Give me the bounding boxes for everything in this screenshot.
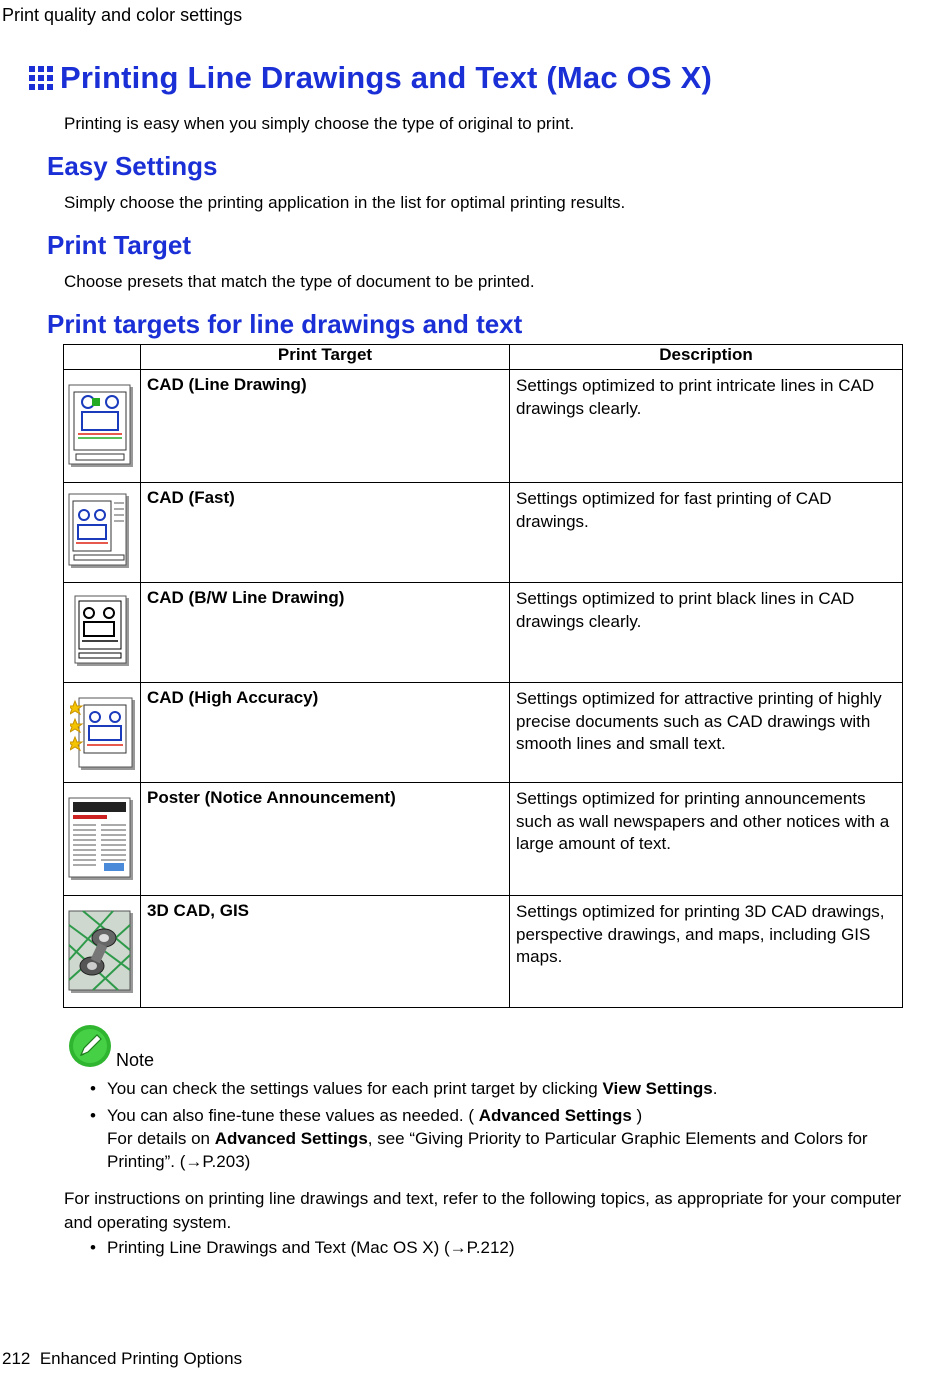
table-row xyxy=(64,483,903,583)
table-row xyxy=(64,370,903,483)
note-label: Note xyxy=(116,1050,155,1070)
cad-bw-line-drawing-thumbnail-icon xyxy=(74,595,130,667)
table-row xyxy=(64,783,903,896)
print-target-name: CAD (Line Drawing) xyxy=(141,370,510,483)
footer-section: Enhanced Printing Options xyxy=(39,1349,243,1368)
table-row xyxy=(64,896,903,1008)
page-title-row xyxy=(28,60,712,96)
topic-list xyxy=(90,1238,515,1258)
page-footer xyxy=(2,1349,242,1369)
instructions-text: For instructions on printing line drawings and text, refer to the following topics, as appropriate for your computer and operating system. xyxy=(64,1189,902,1232)
print-target-name: CAD (Fast) xyxy=(141,483,510,583)
print-targets-table xyxy=(63,344,903,1008)
print-target-description: Settings optimized for printing 3D CAD drawings, perspective drawings, and maps, including GIS maps. xyxy=(510,896,903,1008)
reference-link-text: , see “Giving Priority to Particular Graphic Elements and Colors for Printing”. (→P.203) xyxy=(107,1129,868,1171)
targets-table-heading: Print targets for line drawings and text xyxy=(47,309,523,339)
note-pencil-icon xyxy=(68,1024,112,1068)
print-target-description: Settings optimized for fast printing of CAD drawings. xyxy=(510,483,903,583)
grid-bullet-icon xyxy=(28,65,55,92)
page-title: Printing Line Drawings and Text (Mac OS X) xyxy=(60,60,713,95)
cad-fast-thumbnail-icon xyxy=(68,493,130,569)
thumbnail-column-header xyxy=(64,345,141,370)
easy-settings-heading: Easy Settings xyxy=(47,151,218,181)
list-item: • You can also fine-tune these values as needed. ( Advanced Settings ) For details on Advanced Settings, see “Giving Priority to Particular Graphic Elements and Colors for Printing”. (→P.203) xyxy=(90,1104,910,1173)
print-target-column-header: Print Target xyxy=(141,345,510,370)
print-target-description: Settings optimized to print intricate lines in CAD drawings clearly. xyxy=(510,370,903,483)
table-row xyxy=(64,683,903,783)
advanced-settings-term: Advanced Settings xyxy=(214,1129,368,1148)
easy-settings-text: Simply choose the printing application in the list for optimal printing results. xyxy=(64,193,626,212)
topic-link[interactable]: • Printing Line Drawings and Text (Mac OS X) (→P.212) xyxy=(90,1238,515,1258)
print-target-text: Choose presets that match the type of document to be printed. xyxy=(64,272,535,291)
advanced-settings-term: Advanced Settings xyxy=(478,1106,632,1125)
view-settings-term: View Settings xyxy=(602,1079,713,1098)
cad-line-drawing-thumbnail-icon xyxy=(68,384,134,468)
print-target-name: Poster (Notice Announcement) xyxy=(141,783,510,896)
page-number: 212 xyxy=(2,1349,31,1368)
description-column-header: Description xyxy=(510,345,903,370)
print-target-name: CAD (B/W Line Drawing) xyxy=(141,583,510,683)
table-header-row xyxy=(64,345,903,370)
running-header: Print quality and color settings xyxy=(2,5,243,25)
list-item: • You can check the settings values for each print target by clicking View Settings. xyxy=(90,1077,910,1100)
poster-notice-thumbnail-icon xyxy=(68,797,134,881)
intro-text: Printing is easy when you simply choose the type of original to print. xyxy=(64,114,575,133)
print-target-description: Settings optimized for attractive printing of highly precise documents such as CAD drawings with smooth lines and small text. xyxy=(510,683,903,783)
print-target-name: CAD (High Accuracy) xyxy=(141,683,510,783)
cad-high-accuracy-thumbnail-icon xyxy=(70,697,136,771)
print-target-name: 3D CAD, GIS xyxy=(141,896,510,1008)
note-list xyxy=(90,1077,910,1177)
print-target-description: Settings optimized for printing announcements such as wall newspapers and other notices with a large amount of text. xyxy=(510,783,903,896)
3d-cad-gis-thumbnail-icon xyxy=(68,910,134,994)
print-target-heading: Print Target xyxy=(47,230,191,260)
table-row xyxy=(64,583,903,683)
print-target-description: Settings optimized to print black lines in CAD drawings clearly. xyxy=(510,583,903,683)
